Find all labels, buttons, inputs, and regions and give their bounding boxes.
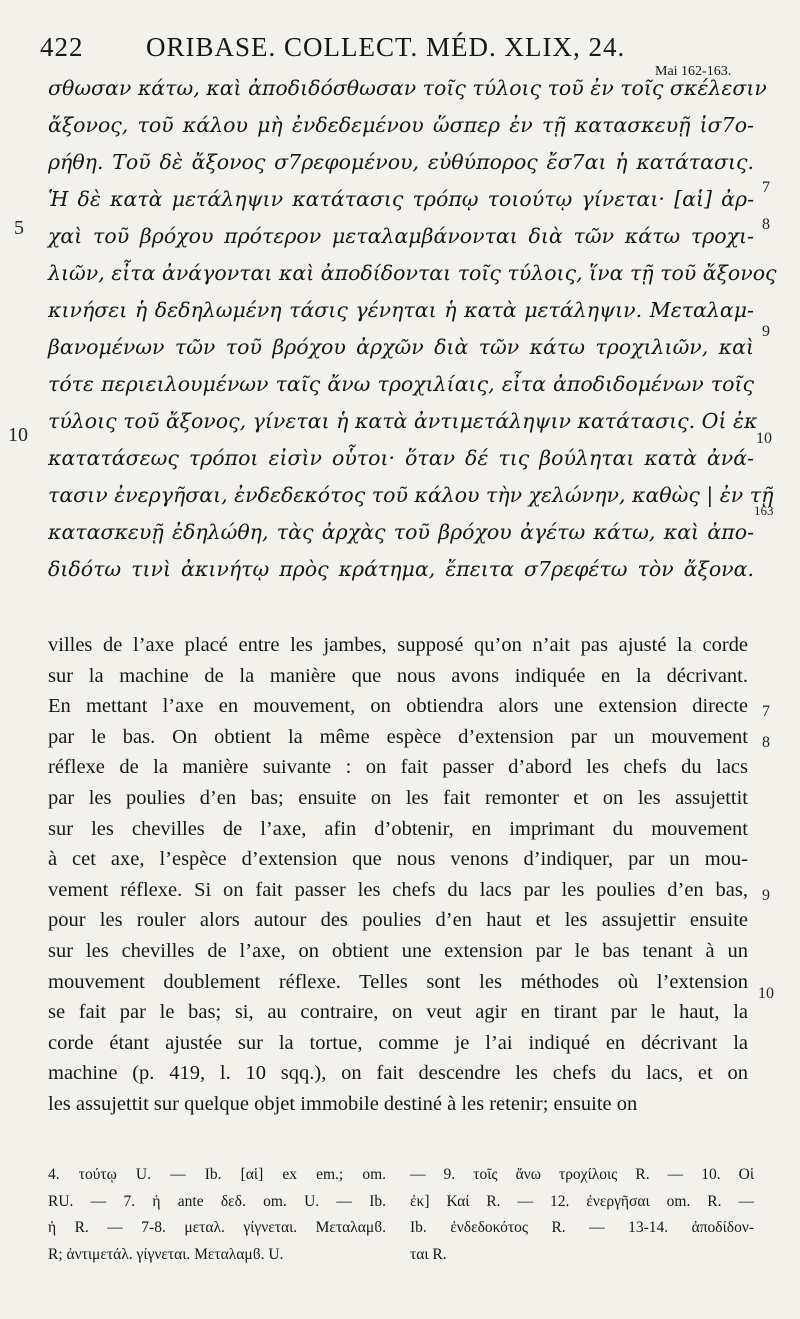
greek-line: σθωσαν κάτω, καὶ ἀποδιδόσθωσαν τοῖς τύλοις τοῦ ἐν τοῖς σκέλεσιν xyxy=(48,76,767,100)
page-number: 422 xyxy=(40,32,84,62)
line-number: 5 xyxy=(14,217,24,239)
french-line: machine (p. 419, l. 10 sqq.), on fait descendre les chefs du lacs, et on xyxy=(48,1062,748,1085)
greek-line: τότε περιειλουμένων ταῖς ἄνω τροχιλίαις, εἶτα ἀποδιδομένων τοῖς xyxy=(48,372,754,396)
apparatus-line: ται R. xyxy=(410,1245,447,1263)
section-number: 9 xyxy=(762,887,770,904)
french-line: réflexe de la manière suivante : on fait passer d’abord les chefs du lacs xyxy=(48,756,748,779)
apparatus-line: R; ἀντιμετάλ. γίγνεται. Μεταλαμϐ. U. xyxy=(48,1245,284,1263)
section-number: 7 xyxy=(762,703,770,720)
greek-line: χαὶ τοῦ βρόχου πρότερον μεταλαμβάνονται διὰ τῶν κάτω τροχι- xyxy=(48,224,754,248)
french-line: sur les chevilles de l’axe, afin d’obtenir, en imprimant du mouvement xyxy=(48,817,748,840)
french-line: se fait par le bas; si, au contraire, on veut agir en tirant par le haut, la xyxy=(48,1001,748,1024)
section-number: 9 xyxy=(762,323,770,340)
apparatus-line: ἐκ] Καί R. — 12. ἐνεργῆσαι om. R. — xyxy=(410,1192,754,1210)
greek-line: ρήθη. Τοῦ δὲ ἄξονος σ7ρεφομένου, εὐθύπορος ἔσ7αι ἡ κατάτασις. xyxy=(48,150,754,174)
greek-line: ἄξονος, τοῦ κάλου μὴ ἐνδεδεμένου ὥσπερ ἐν τῇ κατασκευῇ ἰσ7ο- xyxy=(48,113,754,137)
greek-line: τύλοις τοῦ ἄξονος, γίνεται ἡ κατὰ ἀντιμετάληψιν κατάτασις. Οἱ ἐκ xyxy=(48,409,758,433)
critical-apparatus xyxy=(48,1162,752,1282)
section-number: 8 xyxy=(762,734,770,751)
greek-line: βανομένων τῶν τοῦ βρόχου ἀρχῶν διὰ τῶν κάτω τροχιλιῶν, καὶ xyxy=(48,335,754,359)
french-line: sur les chevilles de l’axe, on obtient une extension par le bas tenant à un xyxy=(48,939,748,962)
greek-line: κατατάσεως τρόποι εἰσὶν οὗτοι· ὅταν δέ τις βούληται κατὰ ἀνά- xyxy=(48,446,754,470)
apparatus-line: RU. — 7. ἡ ante δεδ. om. U. — Ib. xyxy=(48,1192,386,1210)
greek-line: τασιν ἐνεργῆσαι, ἐνδεδεκότος τοῦ κάλου τὴν χελώνην, καθὼς | ἐν τῇ xyxy=(48,483,774,507)
section-number: 7 xyxy=(762,179,770,196)
page-header xyxy=(40,32,760,66)
french-line: En mettant l’axe en mouvement, on obtiendra alors une extension directe xyxy=(48,695,748,718)
french-line: par le bas. On obtient la même espèce d’extension par un mouvement xyxy=(48,725,748,748)
section-number: 10 xyxy=(756,430,772,447)
apparatus-line: ἡ R. — 7-8. μεταλ. γίγνεται. Μεταλαμϐ. xyxy=(48,1219,386,1236)
apparatus-line: 4. τούτῳ U. — Ib. [αἱ] ex em.; om. xyxy=(48,1166,386,1183)
french-line: par les poulies d’en bas; ensuite on les fait remonter et on les assujettit xyxy=(48,786,748,809)
edition-reference: Mai 162-163. xyxy=(655,64,732,79)
greek-line: Ἡ δὲ κατὰ μετάληψιν κατάτασις τρόπῳ τοιούτῳ γίνεται· [αἱ] ἀρ- xyxy=(48,187,754,211)
section-number: 8 xyxy=(762,216,770,233)
french-line: corde étant ajustée sur la tortue, comme je l’ai indiqué en décrivant la xyxy=(48,1031,748,1054)
french-translation-block xyxy=(48,630,748,1120)
french-line: à cet axe, l’espèce d’extension que nous venons d’indiquer, par un mou- xyxy=(48,848,748,871)
section-number: 10 xyxy=(758,985,774,1002)
greek-line: κινήσει ἡ δεδηλωμένη τάσις γένηται ἡ κατὰ μετάληψιν. Μεταλαμ- xyxy=(48,298,754,322)
greek-line: λιῶν, εἶτα ἀνάγονται καὶ ἀποδίδονται τοῖς τύλοις, ἵνα τῇ τοῦ ἄξονος xyxy=(48,261,777,285)
french-line: mouvement doublement réflexe. Telles sont les méthodes où l’extension xyxy=(48,970,748,993)
french-line: les assujettit sur quelque objet immobile destiné à les retenir; ensuite on xyxy=(48,1092,638,1115)
apparatus-column-right xyxy=(410,1162,754,1268)
apparatus-line: Ib. ἐνδεδοκότος R. — 13-14. ἀποδίδον- xyxy=(410,1219,754,1236)
running-title: ORIBASE. COLLECT. MÉD. XLIX, 24. xyxy=(146,32,626,62)
french-line: pour les rouler alors autour des poulies d’en haut et les assujettir ensuite xyxy=(48,909,748,932)
apparatus-line: — 9. τοῖς ἄνω τροχίλοις R. — 10. Οἱ xyxy=(410,1166,754,1183)
line-number: 10 xyxy=(8,424,28,446)
greek-line: κατασκευῇ ἐδηλώθη, τὰς ἀρχὰς τοῦ βρόχου ἀγέτω κάτω, καὶ ἀπο- xyxy=(48,520,754,544)
greek-line: διδότω τινὶ ἀκινήτῳ πρὸς κράτημα, ἔπειτα σ7ρεφέτω τὸν ἄξονα. xyxy=(48,557,754,581)
french-line: vement réflexe. Si on fait passer les chefs du lacs par les poulies d’en bas, xyxy=(48,878,748,901)
apparatus-column-left xyxy=(48,1162,386,1268)
french-line xyxy=(48,630,748,661)
french-line: sur la machine de la manière que nous avons indiquée en la décrivant. xyxy=(48,664,748,687)
french-line-text: villes de l’axe placé entre les jambes, supposé qu’on n’ait pas ajusté la corde xyxy=(48,634,748,656)
edition-page-marker: 163 xyxy=(754,503,774,518)
